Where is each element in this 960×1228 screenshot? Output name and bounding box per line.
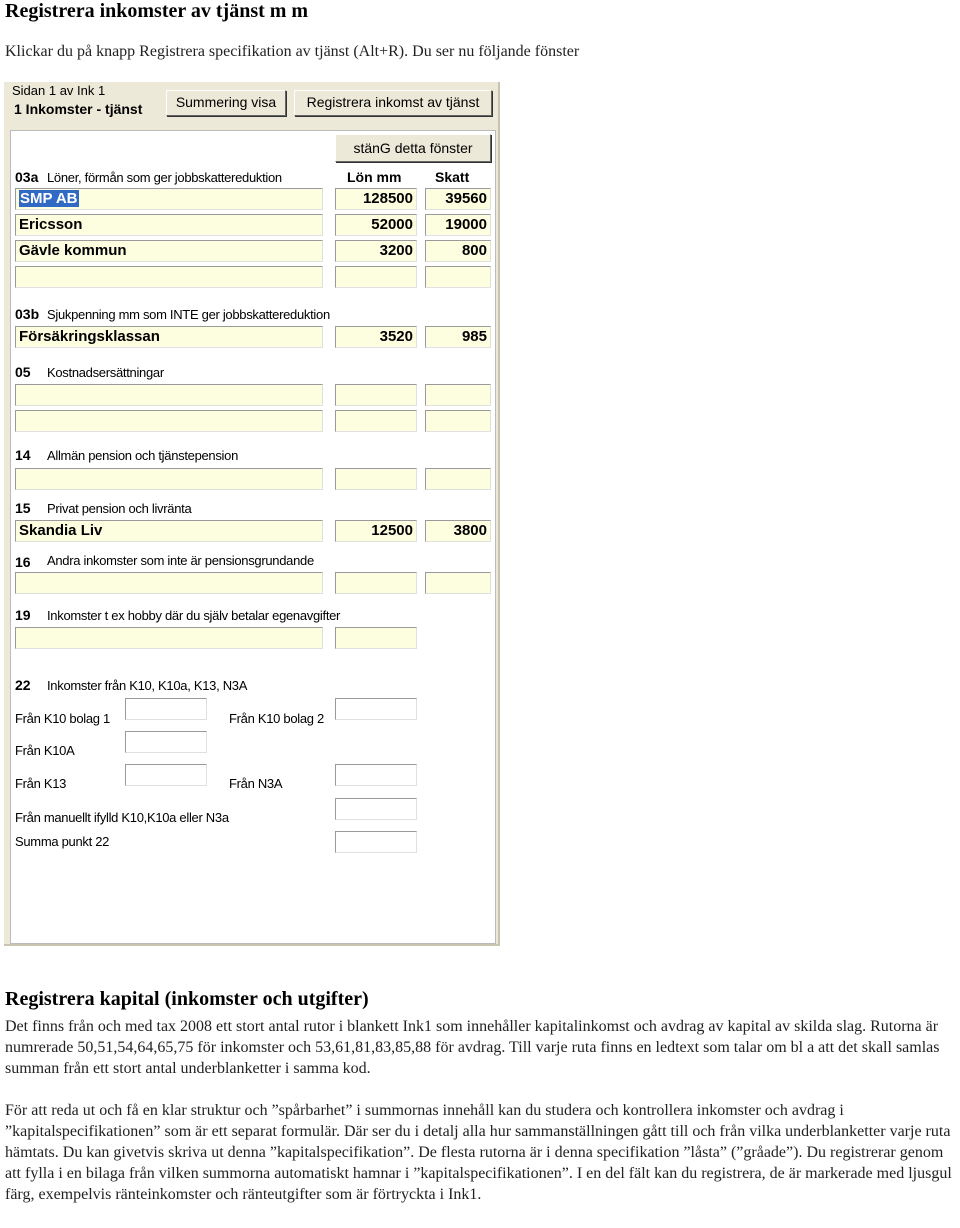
- k10-bolag2-label: Från K10 bolag 2: [229, 711, 324, 726]
- row-14-skatt-field[interactable]: [425, 468, 491, 490]
- row-03a-2-name-field[interactable]: Ericsson: [15, 214, 323, 236]
- row-05-2-name-field[interactable]: [15, 410, 323, 432]
- row-19-lon-field[interactable]: [335, 627, 417, 649]
- section-03a-label: Löner, förmån som ger jobbskattereduktion: [47, 170, 282, 185]
- section-15-code: 15: [15, 500, 31, 516]
- row-05-2-skatt-field[interactable]: [425, 410, 491, 432]
- row-14-name-field[interactable]: [15, 468, 323, 490]
- row-03a-2-lon-field[interactable]: 52000: [335, 214, 417, 236]
- row-05-1-skatt-field[interactable]: [425, 384, 491, 406]
- row-03a-4-lon-field[interactable]: [335, 266, 417, 288]
- col-skatt-header: Skatt: [435, 169, 470, 185]
- n3a-label: Från N3A: [229, 776, 283, 791]
- k10-bolag1-label: Från K10 bolag 1: [15, 711, 110, 726]
- section-19-code: 19: [15, 607, 31, 623]
- section-16-code: 16: [15, 554, 31, 570]
- k13-field[interactable]: [125, 764, 207, 786]
- row-15-skatt-field[interactable]: 3800: [425, 520, 491, 542]
- paragraph-1: Det finns från och med tax 2008 ett stort antal rutor i blankett Ink1 som innehåller kapitalinkomst och avdrag av kapital av skilda slag. Rutorna är numrerade 50,51,54,64,65,75 för inkomster och 53,61,81,83,85,88 för avdrag. Till varje ruta finns en ledtext som talar om bl a att det skall samlas summan från ett stort antal underblanketter i samma kod.: [5, 1018, 940, 1077]
- section-03a-code: 03a: [15, 169, 39, 185]
- summa-label: Summa punkt 22: [15, 834, 110, 849]
- row-16-skatt-field[interactable]: [425, 572, 491, 594]
- row-03a-3-name-field[interactable]: Gävle kommun: [15, 240, 323, 262]
- section-05-label: Kostnadsersättningar: [47, 365, 164, 380]
- row-03a-4-name-field[interactable]: [15, 266, 323, 288]
- k10-bolag1-field[interactable]: [125, 698, 207, 720]
- n3a-field[interactable]: [335, 764, 417, 786]
- row-03b-skatt-field[interactable]: 985: [425, 326, 491, 348]
- row-05-1-lon-field[interactable]: [335, 384, 417, 406]
- k10a-field[interactable]: [125, 731, 207, 753]
- paragraph-2: För att reda ut och få en klar struktur och ”spårbarhet” i summornas innehåll kan du studera och kontrollera inkomster och avdrag i ”kapitalspecifikationen” som är ett separat formulär. Där ser du i detalj alla hur sammanställningen gått till och från vilka underblanketter varje ruta hämtats. Du kan givetvis skriva ut denna ”kapitalspecifikation”. De flesta rutorna är i denna specifikation ”låsta” (”gråade”). Du registrerar genom att fylla i en bilaga från vilken summorna automatiskt hamnar i ”kapitalspecifikationen”. I en del fält kan du registrera, de är markerade med ljusgul färg, exempelvis ränteinkomster och ränteutgifter som är förtryckta i Ink1.: [5, 1102, 952, 1203]
- row-16-lon-field[interactable]: [335, 572, 417, 594]
- section-19-label: Inkomster t ex hobby där du själv betalar egenavgifter: [47, 608, 341, 623]
- stang-fonster-button[interactable]: stänG detta fönster: [335, 134, 491, 162]
- k10a-label: Från K10A: [15, 743, 75, 758]
- row-15-lon-field[interactable]: 12500: [335, 520, 417, 542]
- section-14-label: Allmän pension och tjänstepension: [47, 448, 239, 463]
- intro-text: Klickar du på knapp Registrera specifikation av tjänst (Alt+R). Du ser nu följande fönster: [5, 43, 580, 60]
- section-22-code: 22: [15, 677, 31, 693]
- summa-field[interactable]: [335, 831, 417, 853]
- tab-title: 1 Inkomster - tjänst: [14, 101, 143, 117]
- row-03b-name-field[interactable]: Försäkringsklassan: [15, 326, 323, 348]
- page-heading: Registrera inkomster av tjänst m m: [5, 0, 309, 22]
- manual-field[interactable]: [335, 798, 417, 820]
- row-03a-4-skatt-field[interactable]: [425, 266, 491, 288]
- row-05-1-name-field[interactable]: [15, 384, 323, 406]
- row-03b-lon-field[interactable]: 3520: [335, 326, 417, 348]
- row-19-name-field[interactable]: [15, 627, 323, 649]
- registrera-inkomst-button[interactable]: Registrera inkomst av tjänst: [294, 90, 492, 116]
- row-14-lon-field[interactable]: [335, 468, 417, 490]
- row-15-name-field[interactable]: Skandia Liv: [15, 520, 323, 542]
- row-16-name-field[interactable]: [15, 572, 323, 594]
- section-03b-label: Sjukpenning mm som INTE ger jobbskattereduktion: [47, 307, 330, 322]
- k13-label: Från K13: [15, 776, 67, 791]
- section-05-code: 05: [15, 364, 31, 380]
- section-03b-code: 03b: [15, 306, 40, 322]
- row-03a-3-lon-field[interactable]: 3200: [335, 240, 417, 262]
- section-heading-kapital: Registrera kapital (inkomster och utgifter): [5, 988, 369, 1010]
- section-15-label: Privat pension och livränta: [47, 501, 192, 516]
- col-lon-header: Lön mm: [347, 169, 402, 185]
- row-03a-1-skatt-field[interactable]: 39560: [425, 188, 491, 210]
- manual-label: Från manuellt ifylld K10,K10a eller N3a: [15, 810, 229, 825]
- tab-header[interactable]: Sidan 1 av Ink 1: [12, 83, 106, 98]
- section-14-code: 14: [15, 447, 31, 463]
- specification-window: [4, 82, 500, 946]
- form-panel: [10, 130, 496, 944]
- row-03a-1-lon-field[interactable]: 128500: [335, 188, 417, 210]
- section-16-label: Andra inkomster som inte är pensionsgrundande: [47, 553, 314, 568]
- k10-bolag2-field[interactable]: [335, 698, 417, 720]
- summering-visa-button[interactable]: Summering visa: [166, 90, 286, 116]
- row-03a-2-skatt-field[interactable]: 19000: [425, 214, 491, 236]
- section-22-label: Inkomster från K10, K10a, K13, N3A: [47, 678, 248, 693]
- row-03a-1-name-field[interactable]: SMP AB: [15, 188, 323, 210]
- row-03a-3-skatt-field[interactable]: 800: [425, 240, 491, 262]
- row-05-2-lon-field[interactable]: [335, 410, 417, 432]
